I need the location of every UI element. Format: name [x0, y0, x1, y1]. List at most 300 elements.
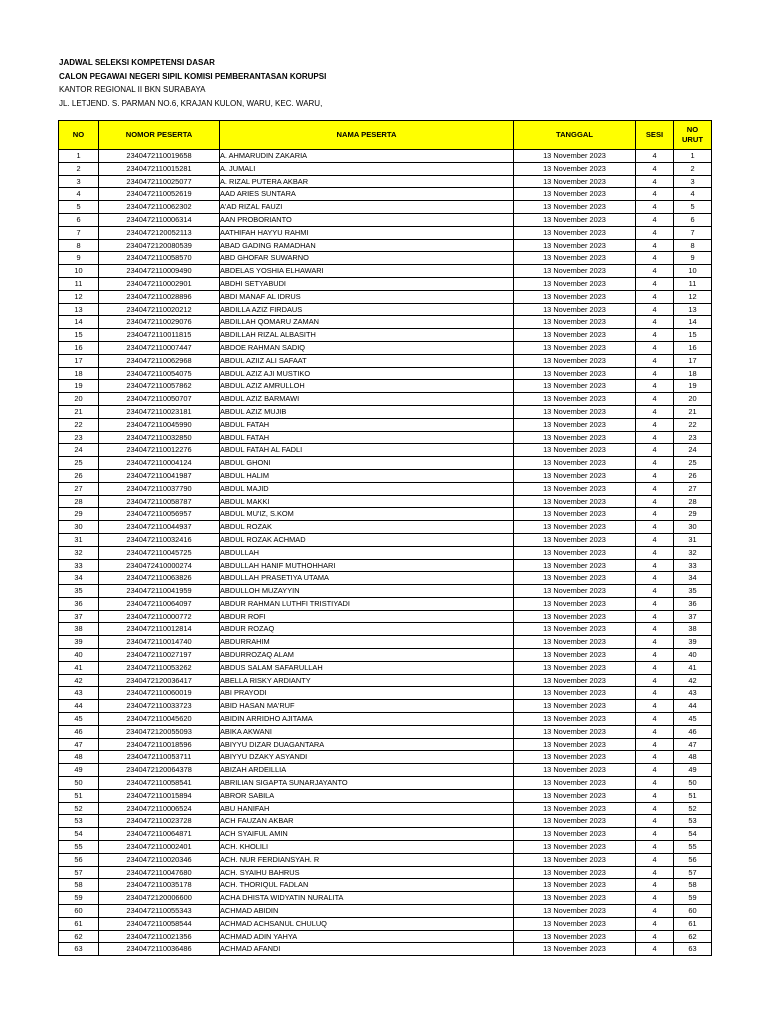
cell-nomor-peserta: 2340472110007447 — [99, 341, 220, 354]
cell-tanggal: 13 November 2023 — [514, 380, 636, 393]
cell-nama-peserta: ABDUL MAKKI — [220, 495, 514, 508]
cell-sesi: 4 — [636, 700, 674, 713]
table-row — [59, 866, 712, 879]
cell-nomor-peserta: 2340472410000274 — [99, 559, 220, 572]
cell-sesi: 4 — [636, 917, 674, 930]
cell-nama-peserta: ABDUR ROFI — [220, 610, 514, 623]
cell-tanggal: 13 November 2023 — [514, 546, 636, 559]
cell-no: 43 — [59, 687, 99, 700]
table-row — [59, 239, 712, 252]
table-row — [59, 252, 712, 265]
cell-sesi: 4 — [636, 725, 674, 738]
cell-nomor-peserta: 2340472110015281 — [99, 162, 220, 175]
cell-nama-peserta: ABDUL MU'IZ, S.KOM — [220, 508, 514, 521]
cell-nomor-peserta: 2340472110028896 — [99, 290, 220, 303]
cell-tanggal: 13 November 2023 — [514, 303, 636, 316]
cell-no: 59 — [59, 892, 99, 905]
table-row — [59, 738, 712, 751]
table-row — [59, 841, 712, 854]
cell-no-urut: 29 — [674, 508, 712, 521]
cell-tanggal: 13 November 2023 — [514, 623, 636, 636]
cell-no: 15 — [59, 329, 99, 342]
table-row — [59, 802, 712, 815]
cell-no: 12 — [59, 290, 99, 303]
cell-nomor-peserta: 2340472110035178 — [99, 879, 220, 892]
cell-nomor-peserta: 2340472110060019 — [99, 687, 220, 700]
cell-nama-peserta: ACH. KHOLILI — [220, 841, 514, 854]
cell-no-urut: 58 — [674, 879, 712, 892]
cell-no-urut: 43 — [674, 687, 712, 700]
cell-no: 11 — [59, 277, 99, 290]
cell-sesi: 4 — [636, 175, 674, 188]
cell-no-urut: 26 — [674, 469, 712, 482]
cell-no: 62 — [59, 930, 99, 943]
cell-tanggal: 13 November 2023 — [514, 316, 636, 329]
cell-nama-peserta: ABDUL ROZAK — [220, 521, 514, 534]
cell-no: 50 — [59, 777, 99, 790]
table-row — [59, 213, 712, 226]
cell-no: 25 — [59, 457, 99, 470]
cell-no: 54 — [59, 828, 99, 841]
cell-tanggal: 13 November 2023 — [514, 674, 636, 687]
cell-no: 18 — [59, 367, 99, 380]
cell-tanggal: 13 November 2023 — [514, 892, 636, 905]
cell-nomor-peserta: 2340472110047680 — [99, 866, 220, 879]
cell-nama-peserta: ABIYYU DIZAR DUAGANTARA — [220, 738, 514, 751]
table-row — [59, 150, 712, 163]
cell-no-urut: 46 — [674, 725, 712, 738]
cell-nomor-peserta: 2340472110002401 — [99, 841, 220, 854]
cell-tanggal: 13 November 2023 — [514, 853, 636, 866]
cell-no-urut: 24 — [674, 444, 712, 457]
cell-no: 32 — [59, 546, 99, 559]
cell-no-urut: 39 — [674, 636, 712, 649]
cell-no-urut: 41 — [674, 661, 712, 674]
cell-nomor-peserta: 2340472110002901 — [99, 277, 220, 290]
cell-tanggal: 13 November 2023 — [514, 802, 636, 815]
cell-no-urut: 36 — [674, 597, 712, 610]
table-row — [59, 316, 712, 329]
cell-sesi: 4 — [636, 866, 674, 879]
cell-sesi: 4 — [636, 623, 674, 636]
table-row — [59, 367, 712, 380]
cell-no: 57 — [59, 866, 99, 879]
cell-nomor-peserta: 2340472110032416 — [99, 533, 220, 546]
cell-nomor-peserta: 2340472110023181 — [99, 405, 220, 418]
cell-no-urut: 16 — [674, 341, 712, 354]
cell-no-urut: 42 — [674, 674, 712, 687]
table-row — [59, 175, 712, 188]
cell-nomor-peserta: 2340472110023728 — [99, 815, 220, 828]
cell-nama-peserta: ABDUL ROZAK ACHMAD — [220, 533, 514, 546]
cell-sesi: 4 — [636, 597, 674, 610]
cell-nomor-peserta: 2340472110045990 — [99, 418, 220, 431]
cell-nama-peserta: ABRILIAN SIGAPTA SUNARJAYANTO — [220, 777, 514, 790]
cell-nama-peserta: ABU HANIFAH — [220, 802, 514, 815]
cell-no-urut: 5 — [674, 201, 712, 214]
cell-no-urut: 40 — [674, 649, 712, 662]
cell-sesi: 4 — [636, 495, 674, 508]
cell-no: 1 — [59, 150, 99, 163]
cell-nomor-peserta: 2340472110006524 — [99, 802, 220, 815]
cell-tanggal: 13 November 2023 — [514, 226, 636, 239]
cell-nama-peserta: ACH. THORIQUL FADLAN — [220, 879, 514, 892]
cell-no: 41 — [59, 661, 99, 674]
cell-no: 24 — [59, 444, 99, 457]
cell-tanggal: 13 November 2023 — [514, 482, 636, 495]
cell-nama-peserta: ACHMAD AFANDI — [220, 943, 514, 956]
cell-tanggal: 13 November 2023 — [514, 815, 636, 828]
cell-tanggal: 13 November 2023 — [514, 559, 636, 572]
cell-tanggal: 13 November 2023 — [514, 610, 636, 623]
table-row — [59, 943, 712, 956]
cell-sesi: 4 — [636, 521, 674, 534]
cell-no-urut: 9 — [674, 252, 712, 265]
cell-nama-peserta: ACH SYAIFUL AMIN — [220, 828, 514, 841]
table-row — [59, 853, 712, 866]
cell-sesi: 4 — [636, 162, 674, 175]
cell-nomor-peserta: 2340472110045725 — [99, 546, 220, 559]
cell-nomor-peserta: 2340472110009490 — [99, 265, 220, 278]
table-row — [59, 725, 712, 738]
cell-no-urut: 34 — [674, 572, 712, 585]
cell-sesi: 4 — [636, 150, 674, 163]
table-row — [59, 277, 712, 290]
cell-nomor-peserta: 2340472110064097 — [99, 597, 220, 610]
cell-no: 19 — [59, 380, 99, 393]
cell-no-urut: 44 — [674, 700, 712, 713]
cell-no-urut: 12 — [674, 290, 712, 303]
cell-tanggal: 13 November 2023 — [514, 201, 636, 214]
cell-no-urut: 54 — [674, 828, 712, 841]
cell-sesi: 4 — [636, 188, 674, 201]
cell-no-urut: 55 — [674, 841, 712, 854]
cell-tanggal: 13 November 2023 — [514, 175, 636, 188]
cell-sesi: 4 — [636, 905, 674, 918]
cell-sesi: 4 — [636, 853, 674, 866]
cell-nomor-peserta: 2340472110021356 — [99, 930, 220, 943]
cell-no: 53 — [59, 815, 99, 828]
cell-nomor-peserta: 2340472110018596 — [99, 738, 220, 751]
cell-sesi: 4 — [636, 713, 674, 726]
table-row — [59, 418, 712, 431]
cell-no-urut: 35 — [674, 585, 712, 598]
cell-no-urut: 60 — [674, 905, 712, 918]
cell-no-urut: 38 — [674, 623, 712, 636]
cell-nomor-peserta: 2340472110058544 — [99, 917, 220, 930]
table-row — [59, 482, 712, 495]
cell-tanggal: 13 November 2023 — [514, 661, 636, 674]
cell-no-urut: 3 — [674, 175, 712, 188]
cell-tanggal: 13 November 2023 — [514, 943, 636, 956]
cell-tanggal: 13 November 2023 — [514, 329, 636, 342]
cell-tanggal: 13 November 2023 — [514, 597, 636, 610]
cell-no: 47 — [59, 738, 99, 751]
cell-nama-peserta: ABELLA RISKY ARDIANTY — [220, 674, 514, 687]
header-address: JL. LETJEND. S. PARMAN NO.6, KRAJAN KULON, WARU, KEC. WARU, — [59, 98, 323, 108]
cell-nomor-peserta: 2340472110020346 — [99, 853, 220, 866]
column-header-nomor-peserta: NOMOR PESERTA — [99, 121, 220, 150]
cell-no: 10 — [59, 265, 99, 278]
cell-tanggal: 13 November 2023 — [514, 213, 636, 226]
cell-sesi: 4 — [636, 380, 674, 393]
cell-sesi: 4 — [636, 444, 674, 457]
cell-sesi: 4 — [636, 469, 674, 482]
cell-tanggal: 13 November 2023 — [514, 354, 636, 367]
cell-no-urut: 59 — [674, 892, 712, 905]
table-row — [59, 559, 712, 572]
cell-nomor-peserta: 2340472110058541 — [99, 777, 220, 790]
cell-sesi: 4 — [636, 930, 674, 943]
cell-no: 23 — [59, 431, 99, 444]
table-row — [59, 431, 712, 444]
cell-sesi: 4 — [636, 879, 674, 892]
cell-sesi: 4 — [636, 661, 674, 674]
cell-nomor-peserta: 2340472110019658 — [99, 150, 220, 163]
table-row — [59, 393, 712, 406]
cell-nomor-peserta: 2340472110011815 — [99, 329, 220, 342]
table-row — [59, 290, 712, 303]
table-row — [59, 572, 712, 585]
cell-nama-peserta: ABI PRAYODI — [220, 687, 514, 700]
cell-tanggal: 13 November 2023 — [514, 495, 636, 508]
cell-no: 16 — [59, 341, 99, 354]
cell-tanggal: 13 November 2023 — [514, 367, 636, 380]
cell-nama-peserta: ABDURRAHIM — [220, 636, 514, 649]
cell-tanggal: 13 November 2023 — [514, 188, 636, 201]
cell-tanggal: 13 November 2023 — [514, 713, 636, 726]
cell-nama-peserta: ABIZAH ARDEILLIA — [220, 764, 514, 777]
cell-no: 40 — [59, 649, 99, 662]
cell-nama-peserta: ABDUL AZIZ MUJIB — [220, 405, 514, 418]
cell-no: 60 — [59, 905, 99, 918]
cell-tanggal: 13 November 2023 — [514, 572, 636, 585]
cell-no: 55 — [59, 841, 99, 854]
cell-no-urut: 37 — [674, 610, 712, 623]
cell-sesi: 4 — [636, 303, 674, 316]
table-row — [59, 521, 712, 534]
cell-no: 42 — [59, 674, 99, 687]
cell-nomor-peserta: 2340472120064378 — [99, 764, 220, 777]
cell-nomor-peserta: 2340472110062302 — [99, 201, 220, 214]
cell-no-urut: 31 — [674, 533, 712, 546]
cell-nomor-peserta: 2340472110064871 — [99, 828, 220, 841]
cell-sesi: 4 — [636, 329, 674, 342]
cell-no-urut: 22 — [674, 418, 712, 431]
cell-sesi: 4 — [636, 290, 674, 303]
cell-no: 26 — [59, 469, 99, 482]
cell-tanggal: 13 November 2023 — [514, 341, 636, 354]
cell-no-urut: 18 — [674, 367, 712, 380]
cell-sesi: 4 — [636, 482, 674, 495]
cell-no: 14 — [59, 316, 99, 329]
table-row — [59, 828, 712, 841]
cell-no-urut: 45 — [674, 713, 712, 726]
column-header-tanggal: TANGGAL — [514, 121, 636, 150]
table-row — [59, 597, 712, 610]
cell-sesi: 4 — [636, 674, 674, 687]
cell-no: 36 — [59, 597, 99, 610]
cell-tanggal: 13 November 2023 — [514, 457, 636, 470]
cell-no: 13 — [59, 303, 99, 316]
cell-no: 17 — [59, 354, 99, 367]
cell-tanggal: 13 November 2023 — [514, 866, 636, 879]
cell-no: 3 — [59, 175, 99, 188]
cell-sesi: 4 — [636, 687, 674, 700]
table-row — [59, 610, 712, 623]
cell-tanggal: 13 November 2023 — [514, 239, 636, 252]
cell-nama-peserta: ABIYYU DZAKY ASYANDI — [220, 751, 514, 764]
cell-sesi: 4 — [636, 572, 674, 585]
cell-tanggal: 13 November 2023 — [514, 405, 636, 418]
cell-tanggal: 13 November 2023 — [514, 636, 636, 649]
cell-nama-peserta: AAD ARIES SUNTARA — [220, 188, 514, 201]
cell-nomor-peserta: 2340472110062968 — [99, 354, 220, 367]
cell-no: 39 — [59, 636, 99, 649]
cell-sesi: 4 — [636, 354, 674, 367]
cell-nama-peserta: ABDILLA AZIZ FIRDAUS — [220, 303, 514, 316]
cell-nama-peserta: ABDUR ROZAQ — [220, 623, 514, 636]
cell-no: 8 — [59, 239, 99, 252]
cell-nama-peserta: ABDULLOH MUZAYYIN — [220, 585, 514, 598]
cell-nama-peserta: ABDUR RAHMAN LUTHFI TRISTIYADI — [220, 597, 514, 610]
cell-no: 27 — [59, 482, 99, 495]
cell-no: 51 — [59, 789, 99, 802]
cell-no-urut: 11 — [674, 277, 712, 290]
cell-sesi: 4 — [636, 943, 674, 956]
cell-nama-peserta: ABDUL HALIM — [220, 469, 514, 482]
cell-sesi: 4 — [636, 431, 674, 444]
cell-no: 4 — [59, 188, 99, 201]
cell-nomor-peserta: 2340472110058787 — [99, 495, 220, 508]
cell-no-urut: 4 — [674, 188, 712, 201]
table-row — [59, 533, 712, 546]
table-row — [59, 226, 712, 239]
cell-no-urut: 32 — [674, 546, 712, 559]
table-row — [59, 508, 712, 521]
table-row — [59, 713, 712, 726]
cell-no-urut: 51 — [674, 789, 712, 802]
cell-no-urut: 57 — [674, 866, 712, 879]
cell-sesi: 4 — [636, 201, 674, 214]
cell-sesi: 4 — [636, 341, 674, 354]
table-row — [59, 469, 712, 482]
cell-nomor-peserta: 2340472110020212 — [99, 303, 220, 316]
cell-nama-peserta: ABDUL FATAH AL FADLI — [220, 444, 514, 457]
table-row — [59, 329, 712, 342]
cell-sesi: 4 — [636, 213, 674, 226]
cell-no-urut: 20 — [674, 393, 712, 406]
cell-sesi: 4 — [636, 367, 674, 380]
table-row — [59, 444, 712, 457]
participant-table — [58, 120, 712, 956]
cell-no-urut: 21 — [674, 405, 712, 418]
cell-tanggal: 13 November 2023 — [514, 700, 636, 713]
table-row — [59, 585, 712, 598]
cell-tanggal: 13 November 2023 — [514, 751, 636, 764]
table-row — [59, 201, 712, 214]
cell-nomor-peserta: 2340472110057862 — [99, 380, 220, 393]
cell-no-urut: 10 — [674, 265, 712, 278]
cell-nomor-peserta: 2340472110045620 — [99, 713, 220, 726]
cell-no-urut: 62 — [674, 930, 712, 943]
table-row — [59, 380, 712, 393]
cell-no-urut: 17 — [674, 354, 712, 367]
cell-tanggal: 13 November 2023 — [514, 917, 636, 930]
cell-nomor-peserta: 2340472110029076 — [99, 316, 220, 329]
cell-nama-peserta: ABDULLAH HANIF MUTHOHHARI — [220, 559, 514, 572]
cell-nama-peserta: ABDI MANAF AL IDRUS — [220, 290, 514, 303]
cell-sesi: 4 — [636, 764, 674, 777]
column-header-no-urut-line1: NO — [686, 125, 699, 134]
cell-nomor-peserta: 2340472120052113 — [99, 226, 220, 239]
cell-nama-peserta: A. JUMALI — [220, 162, 514, 175]
cell-no: 61 — [59, 917, 99, 930]
cell-no-urut: 27 — [674, 482, 712, 495]
cell-no-urut: 8 — [674, 239, 712, 252]
cell-nama-peserta: ABDUL AZIZ AMRULLOH — [220, 380, 514, 393]
cell-tanggal: 13 November 2023 — [514, 508, 636, 521]
cell-nomor-peserta: 2340472120080539 — [99, 239, 220, 252]
cell-sesi: 4 — [636, 841, 674, 854]
cell-sesi: 4 — [636, 738, 674, 751]
cell-no-urut: 13 — [674, 303, 712, 316]
column-header-no-urut — [674, 121, 712, 150]
cell-no: 56 — [59, 853, 99, 866]
cell-nomor-peserta: 2340472110015894 — [99, 789, 220, 802]
cell-nomor-peserta: 2340472110025077 — [99, 175, 220, 188]
cell-no: 20 — [59, 393, 99, 406]
cell-sesi: 4 — [636, 508, 674, 521]
header-title: JADWAL SELEKSI KOMPETENSI DASAR — [59, 58, 215, 67]
cell-no-urut: 53 — [674, 815, 712, 828]
cell-nama-peserta: ABROR SABILA — [220, 789, 514, 802]
cell-no-urut: 63 — [674, 943, 712, 956]
table-row — [59, 341, 712, 354]
cell-nama-peserta: ABDUL MAJID — [220, 482, 514, 495]
cell-tanggal: 13 November 2023 — [514, 777, 636, 790]
cell-nama-peserta: ABDULLAH PRASETIYA UTAMA — [220, 572, 514, 585]
cell-sesi: 4 — [636, 316, 674, 329]
cell-nama-peserta: ABID HASAN MA'RUF — [220, 700, 514, 713]
table-row — [59, 623, 712, 636]
cell-nama-peserta: ABDILLAH QOMARU ZAMAN — [220, 316, 514, 329]
cell-tanggal: 13 November 2023 — [514, 585, 636, 598]
cell-nama-peserta: ABDILLAH RIZAL ALBASITH — [220, 329, 514, 342]
cell-no: 21 — [59, 405, 99, 418]
cell-nomor-peserta: 2340472110053262 — [99, 661, 220, 674]
table-row — [59, 751, 712, 764]
cell-nomor-peserta: 2340472110055343 — [99, 905, 220, 918]
cell-nama-peserta: ABDUL AZIZ BARMAWI — [220, 393, 514, 406]
cell-tanggal: 13 November 2023 — [514, 431, 636, 444]
header-subtitle: CALON PEGAWAI NEGERI SIPIL KOMISI PEMBERANTASAN KORUPSI — [59, 71, 327, 81]
cell-nomor-peserta: 2340472110033723 — [99, 700, 220, 713]
cell-nama-peserta: ABDUL AZIZ AJI MUSTIKO — [220, 367, 514, 380]
table-row — [59, 815, 712, 828]
table-row — [59, 162, 712, 175]
cell-no-urut: 47 — [674, 738, 712, 751]
cell-tanggal: 13 November 2023 — [514, 521, 636, 534]
table-row — [59, 764, 712, 777]
cell-no-urut: 7 — [674, 226, 712, 239]
cell-no: 48 — [59, 751, 99, 764]
cell-sesi: 4 — [636, 815, 674, 828]
table-row — [59, 892, 712, 905]
cell-no-urut: 14 — [674, 316, 712, 329]
cell-no-urut: 2 — [674, 162, 712, 175]
cell-no-urut: 33 — [674, 559, 712, 572]
